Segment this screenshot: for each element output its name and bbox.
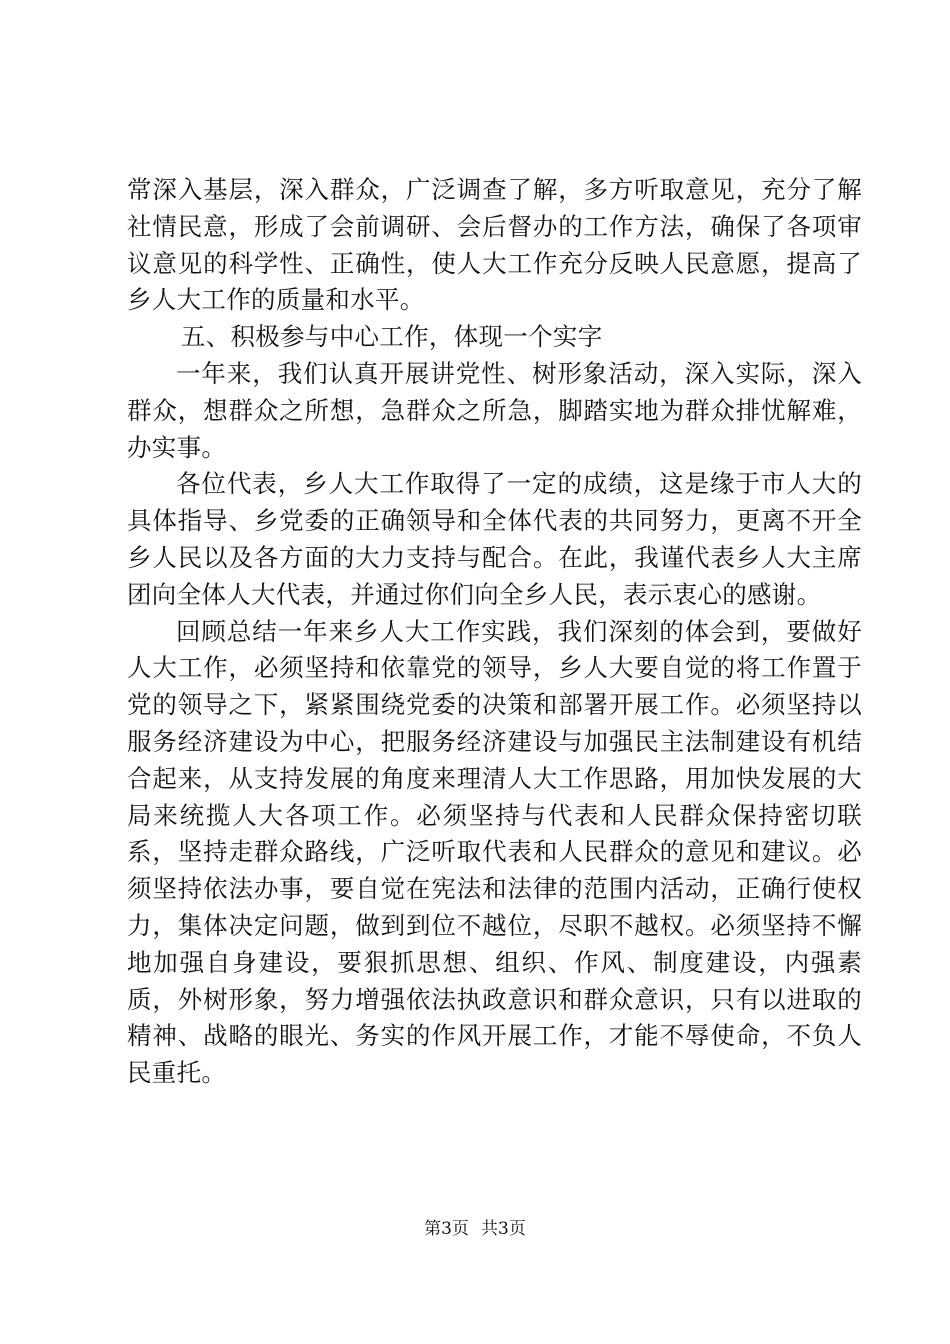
paragraph: 一年来，我们认真开展讲党性、树形象活动，深入实际，深入群众，想群众之所想，急群众之所急，脚踏实地为群众排忧解难，办实事。 bbox=[127, 358, 862, 462]
paragraph-continuation: 常深入基层，深入群众，广泛调查了解，多方听取意见，充分了解社情民意，形成了会前调研、会后督办的工作方法，确保了各项审议意见的科学性、正确性，使人大工作充分反映人民意愿，提高了乡人大工作的质量和水平。 bbox=[127, 175, 862, 315]
page-number: 第3页 bbox=[424, 1219, 469, 1239]
section-heading: 五、积极参与中心工作，体现一个实字 bbox=[180, 322, 603, 352]
paragraph: 回顾总结一年来乡人大工作实践，我们深刻的体会到，要做好人大工作，必须坚持和依靠党的领导，乡人大要自觉的将工作置于党的领导之下，紧紧围绕党委的决策和部署开展工作。必须坚持以服务经济建设为中心，把服务经济建设与加强民主法制建设有机结合起来，从支持发展的角度来理清人大工作思路，用加快发展的大局来统揽人大各项工作。必须坚持与代表和人民群众保持密切联系，坚持走群众路线，广泛听取代表和人民群众的意见和建议。必须坚持依法办事，要自觉在宪法和法律的范围内活动，正确行使权力，集体决定问题，做到到位不越位，尽职不越权。必须坚持不懈地加强自身建设，要狠抓思想、组织、作风、制度建设，内强素质，外树形象，努力增强依法执政意识和群众意识，只有以进取的精神、战略的眼光、务实的作风开展工作，才能不辱使命，不负人民重托。 bbox=[127, 616, 862, 1088]
page-total: 共3页 bbox=[481, 1219, 526, 1239]
paragraph: 各位代表，乡人大工作取得了一定的成绩，这是缘于市人大的具体指导、乡党委的正确领导和全体代表的共同努力，更离不开全乡人民以及各方面的大力支持与配合。在此，我谨代表乡人大主席团向全体人大代表，并通过你们向全乡人民，表示衷心的感谢。 bbox=[127, 469, 862, 609]
document-body bbox=[127, 172, 862, 1092]
page-footer bbox=[0, 1214, 950, 1239]
